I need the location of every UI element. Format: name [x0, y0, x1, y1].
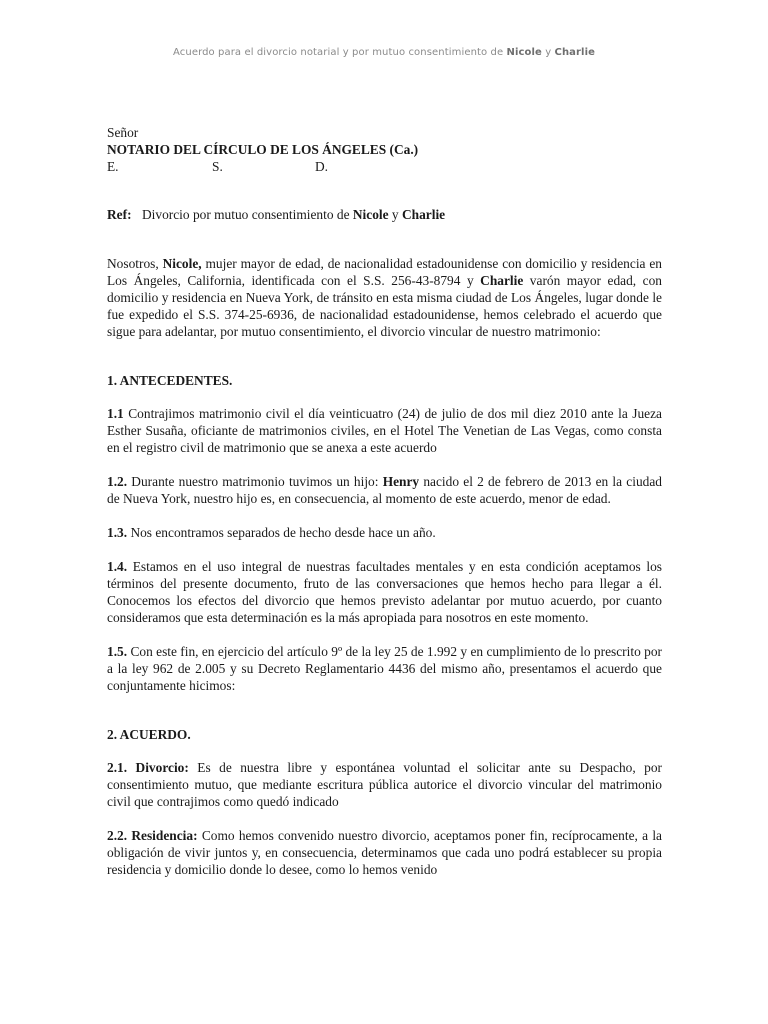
intro-paragraph: Nosotros, Nicole, mujer mayor de edad, de nacionalidad estadounidense con domicilio y residencia en Los Ángeles, California, identificada con el S.S. 256-43-8794 y Charlie varón mayor edad, con domicilio y residencia en Nueva York, de tránsito en esta misma ciudad de Los Ángeles, lugar donde le fue expedido el S.S. 374-25-6936, de nacionalidad estadounidense, hemos celebrado el acuerdo que sigue para adelantar, por mutuo consentimiento, el divorcio vincular de nuestro matrimonio: — [107, 256, 662, 339]
ref-name-1: Nicole — [352, 207, 389, 222]
address-block — [107, 124, 662, 175]
salutation: Señor — [107, 125, 139, 140]
header-conjunction: y — [541, 47, 555, 58]
paragraph-1-4: 1.4. Estamos en el uso integral de nuestras facultades mentales y en esta condición aceptamos los términos del presente documento, fruto de las conversaciones que hemos hecho para llegar a él. Conocemos los efectos del divorcio que hemos previsto adelantar por mutuo acuerdo, por cuanto consideramos que esta determinación es la más apropiada para nosotros en este momento. — [107, 559, 662, 625]
header-name-2: Charlie — [554, 47, 595, 58]
paragraph-1-3: 1.3. Nos encontramos separados de hecho desde hace un año. — [107, 525, 436, 540]
ref-name-2: Charlie — [401, 207, 446, 222]
header-prefix: Acuerdo para el divorcio notarial y por mutuo consentimiento de — [173, 47, 507, 58]
reference-line: Ref: Divorcio por mutuo consentimiento de Nicole y Charlie — [107, 207, 446, 222]
ref-text: Divorcio por mutuo consentimiento de — [142, 207, 353, 222]
header-name-1: Nicole — [506, 47, 542, 58]
paragraph-1-5: 1.5. Con este fin, en ejercicio del artículo 9º de la ley 25 de 1.992 y en cumplimiento de lo prescrito por a la ley 962 de 2.005 y su Decreto Reglamentario 4436 del mismo año, presentamos el acuerdo que conjuntamente hicimos: — [107, 644, 662, 693]
section-2-heading: 2. ACUERDO. — [107, 727, 191, 742]
paragraph-1-2: 1.2. Durante nuestro matrimonio tuvimos un hijo: Henry nacido el 2 de febrero de 2013 en la ciudad de Nueva York, nuestro hijo es, en consecuencia, al momento de este acuerdo, menor de edad. — [107, 474, 662, 506]
paragraph-1-1: 1.1 Contrajimos matrimonio civil el día veinticuatro (24) de julio de dos mil diez 2010 ante la Jueza Esther Susaña, oficiante de matrimonios civiles, en el Hotel The Venetian de Las Vegas, como consta en el registro civil de matrimonio que se anexa a este acuerdo — [107, 406, 662, 455]
section-1-heading: 1. ANTECEDENTES. — [107, 373, 233, 388]
paragraph-2-1: 2.1. Divorcio: Es de nuestra libre y espontánea voluntad el solicitar ante su Despacho, por consentimiento mutuo, que mediante escritura pública autorice el divorcio vincular del matrimonio civil que contrajimos como quedó indicado — [107, 760, 662, 809]
paragraph-2-2: 2.2. Residencia: Como hemos convenido nuestro divorcio, aceptamos poner fin, recíprocamente, a la obligación de vivir juntos y, en consecuencia, determinamos que cada uno podrá establecer su propia residencia y domicilio donde lo desee, como lo hemos venido — [107, 828, 662, 877]
esd-line — [107, 158, 662, 175]
esd-d: D. — [315, 159, 329, 174]
intro-name-2: Charlie — [480, 273, 524, 288]
intro-name-1: Nicole, — [162, 256, 202, 271]
child-name: Henry — [382, 474, 420, 489]
esd-e: E. — [107, 159, 119, 174]
page-header — [0, 44, 768, 61]
recipient: NOTARIO DEL CÍRCULO DE LOS ÁNGELES (Ca.) — [107, 142, 419, 157]
document-body — [107, 124, 662, 878]
esd-s: S. — [212, 159, 223, 174]
ref-label: Ref: — [107, 207, 132, 222]
